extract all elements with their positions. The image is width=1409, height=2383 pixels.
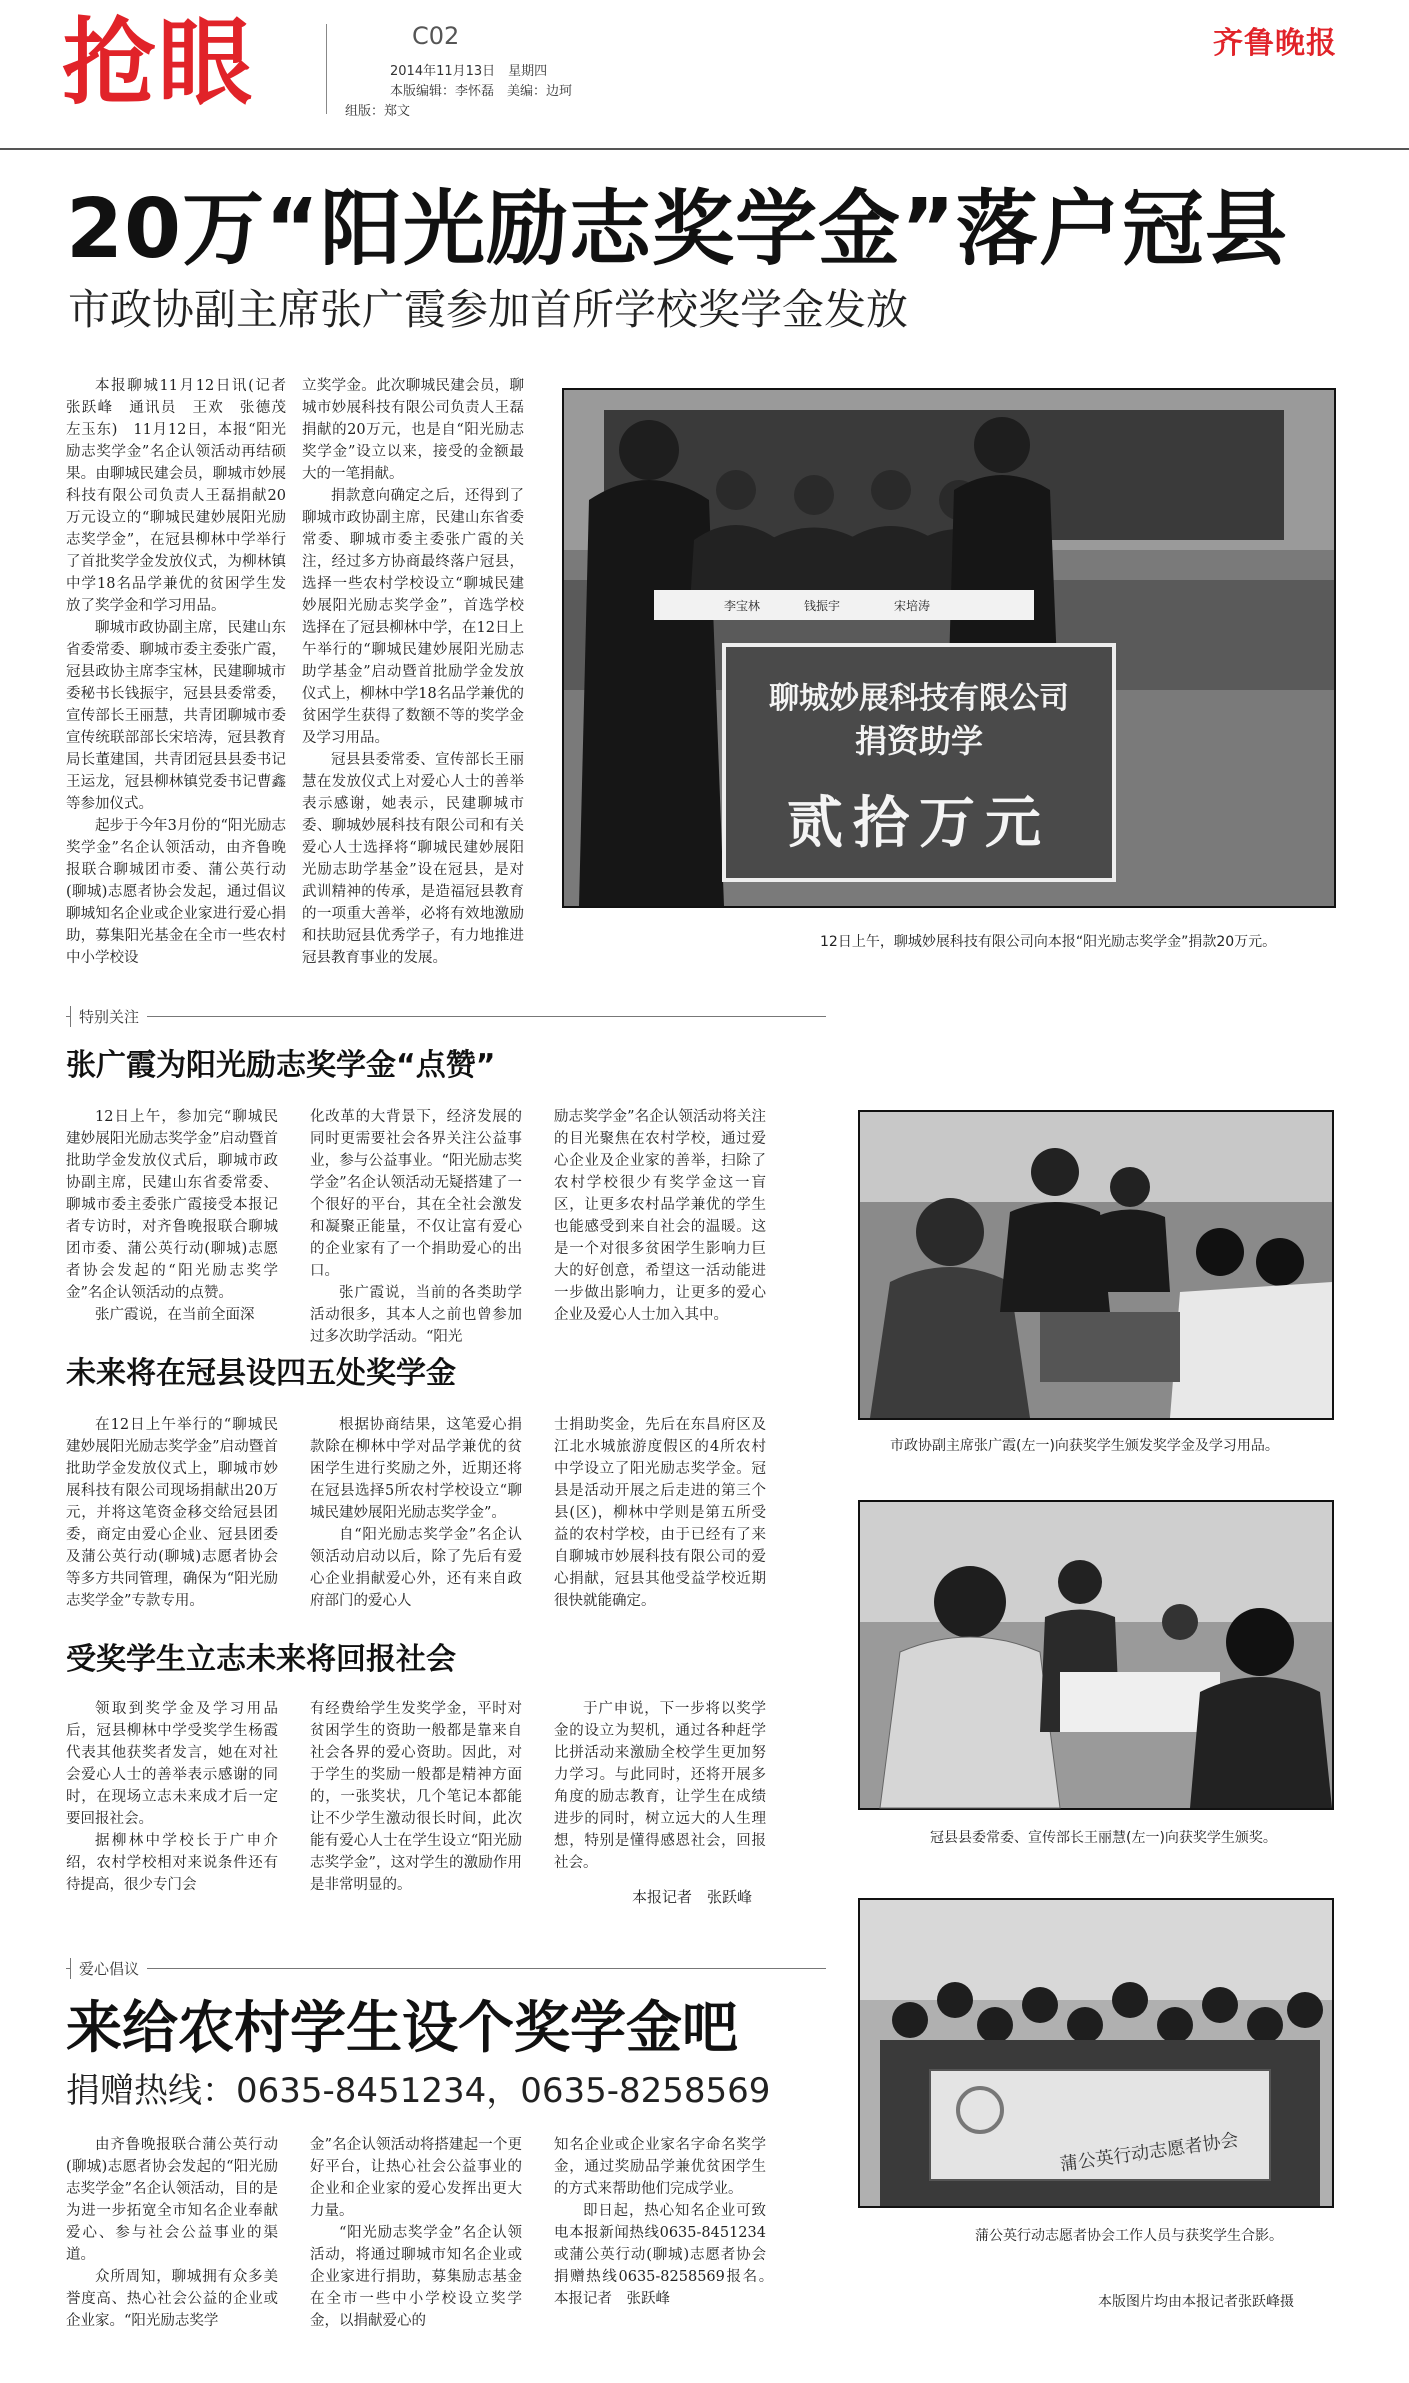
main-column-2 — [302, 375, 524, 985]
paragraph: “阳光励志奖学金”名企认领活动，将通过聊城市知名企业或企业家进行捐助，募集励志基金在全市一些中小学校设立奖学金，以捐献爱心的 — [310, 2225, 522, 2329]
banner-text: 蒲公英行动志愿者协会 — [1058, 2129, 1240, 2176]
layout-credit: 组版：郑文 — [345, 104, 411, 119]
appeal-column-2 — [310, 2134, 522, 2344]
paragraph: 励志奖学金”名企认领活动将关注的目光聚焦在农村学校，通过爱心企业及企业家的善举，扫除了农村学校很少有奖学金这一盲区，让更多农村品学兼优的学生也能感受到来自社会的温暖。这是一个对很多贫困学生影响力巨大的好创意，希望这一活动能进一步做出影响力，让更多的爱心企业及爱心人士加入其中。 — [554, 1109, 766, 1323]
paragraph: 由齐鲁晚报联合蒲公英行动(聊城)志愿者协会发起的“阳光励志奖学金”名企认领活动，目的是为进一步拓宽全市知名企业奉献爱心、参与社会公益事业的渠道。 — [66, 2137, 278, 2263]
donation-sign-line: 捐资助学 — [854, 722, 984, 760]
paragraph: 本报聊城11月12日讯(记者 张跃峰 通讯员 王欢 张德茂 左玉东) 11月12日，本报“阳光励志奖学金”名企认领活动再结硕果。由聊城民建会员，聊城市妙展科技有限公司负责人王磊捐献20万元设立的“聊城民建妙展阳光励志奖学金”，在冠县柳林中学举行了首批奖学金发放仪式，为柳林镇中学18名品学兼优的贫困学生发放了奖学金和学习用品。 — [66, 378, 301, 614]
paragraph: 化改革的大背景下，经济发展的同时更需要社会各界关注公益事业，参与公益事业。“阳光励志奖学金”名企认领活动无疑搭建了一个很好的平台，其在全社会激发和凝聚正能量，不仅让富有爱心的企业家有了一个捐助爱心的出口。 — [310, 1109, 522, 1279]
paragraph: 张广霞说，当前的各类助学活动很多，其本人之前也曾参加过多次助学活动。“阳光 — [310, 1285, 522, 1345]
focus-sec2-column-1 — [66, 1414, 278, 1634]
newspaper-logo: 齐鲁晚报 — [1213, 26, 1337, 61]
paragraph: 士捐助奖金，先后在东昌府区及江北水城旅游度假区的4所农村中学设立了阳光励志奖学金。冠县是活动开展之后走进的第三个县(区)，柳林中学则是第五所受益的农村学校，由于已经有了来自聊城市妙展科技有限公司的爱心捐献，冠县其他受益学校近期很快就能确定。 — [554, 1417, 766, 1609]
appeal-column-1 — [66, 2134, 278, 2344]
photo-award-ceremony-2 — [858, 1500, 1334, 1810]
focus-sec2-column-3 — [554, 1414, 766, 1634]
masthead-rule — [0, 148, 1409, 150]
focus-sec1-column-1 — [66, 1106, 278, 1336]
main-column-1 — [66, 375, 301, 985]
focus-heading-2: 未来将在冠县设四五处奖学金 — [66, 1356, 456, 1391]
paragraph: 自“阳光励志奖学金”名企认领活动启动以后，除了先后有爱心企业捐献爱心外，还有来自政府部门的爱心人 — [310, 1527, 522, 1609]
donation-hotline: 捐赠热线：0635-8451234，0635-8258569 — [66, 2071, 771, 2111]
paragraph: 金”名企认领活动将搭建起一个更好平台，让热心社会公益事业的企业和企业家的爱心发挥出更大力量。 — [310, 2137, 522, 2219]
paragraph: 有经费给学生发奖学金，平时对贫困学生的资助一般都是靠来自社会各界的爱心资助。因此，对于学生的奖励一般都是精神方面的，一张奖状，几个笔记本都能让不少学生激动很长时间，此次能有爱心人士在学生设立“阳光励志奖学金”，这对学生的激励作用是非常明显的。 — [310, 1701, 522, 1893]
focus-sec3-column-2 — [310, 1698, 522, 1908]
paragraph: 领取到奖学金及学习用品后，冠县柳林中学受奖学生杨霞代表其他获奖者发言，她在对社会爱心人士的善举表示感谢的同时，在现场立志未来成才后一定要回报社会。 — [66, 1701, 278, 1827]
section-rule — [66, 1016, 826, 1017]
focus-sec3-column-3 — [554, 1698, 766, 1888]
nameplate: 宋培涛 — [894, 599, 931, 613]
paragraph: 聊城市政协副主席，民建山东省委常委、聊城市委主委张广霞，冠县政协主席李宝林，民建聊城市委秘书长钱振宇，冠县县委常委，宣传部长王丽慧，共青团聊城市委宣传统联部部长宋培涛，冠县教育局长董建国，共青团冠县县委书记王运龙，冠县柳林镇党委书记曹鑫等参加仪式。 — [66, 620, 286, 812]
main-subheadline: 市政协副主席张广霞参加首所学校奖学金发放 — [68, 285, 909, 334]
paragraph: 于广申说，下一步将以奖学金的设立为契机，通过各种赶学比拼活动来激励全校学生更加努力学习。与此同时，还将开展多角度的励志教育，让学生在成绩进步的同时，树立远大的人生理想，特别是懂得感恩社会，回报社会。 — [554, 1701, 766, 1871]
photo-award-ceremony-1 — [858, 1110, 1334, 1420]
editors-credit: 本版编辑：李怀磊 美编：边珂 — [390, 84, 573, 99]
section-tag-appeal: 爱心倡议 — [70, 1958, 147, 1979]
paragraph: 根据协商结果，这笔爱心捐款除在柳林中学对品学兼优的贫困学生进行奖励之外，近期还将在冠县选择5所农村学校设立“聊城民建妙展阳光励志奖学金”。 — [310, 1417, 522, 1521]
nameplate: 李宝林 — [724, 599, 761, 613]
section-rule — [66, 1968, 826, 1969]
paragraph: 即日起，热心知名企业可致电本报新闻热线0635-8451234或蒲公英行动(聊城)志愿者协会捐赠热线0635-8258569报名。 本报记者 张跃峰 — [554, 2203, 795, 2307]
focus-heading-3: 受奖学生立志未来将回报社会 — [66, 1642, 456, 1677]
section-title: 抢眼 — [62, 9, 255, 118]
paragraph: 立奖学金。此次聊城民建会员，聊城市妙展科技有限公司负责人王磊捐献的20万元，也是自“阳光励志奖学金”设立以来，接受的金额最大的一笔捐献。 — [302, 378, 524, 482]
paragraph: 在12日上午举行的“聊城民建妙展阳光励志奖学金”启动暨首批助学金发放仪式上，聊城市妙展科技有限公司现场捐献出20万元，并将这笔资金移交给冠县团委，商定由爱心企业、冠县团委及蒲公英行动(聊城)志愿者协会等多方共同管理，确保为“阳光励志奖学金”专款专用。 — [66, 1417, 278, 1609]
focus-sec2-column-2 — [310, 1414, 522, 1634]
paragraph: 众所周知，聊城拥有众多美誉度高、热心社会公益的企业或企业家。“阳光励志奖学 — [66, 2269, 278, 2329]
paragraph: 12日上午，参加完“聊城民建妙展阳光励志奖学金”启动暨首批助学金发放仪式后，聊城市政协副主席，民建山东省委常委、聊城市委主委张广霞接受本报记者专访时，对齐鲁晚报联合聊城团市委、蒲公英行动(聊城)志愿者协会发起的“阳光励志奖学金”名企认领活动的点赞。 — [66, 1109, 278, 1301]
paragraph: 知名企业或企业家名字命名奖学金，通过奖励品学兼优贫困学生的方式来帮助他们完成学业。 — [554, 2137, 766, 2197]
main-photo — [562, 388, 1336, 908]
masthead-divider — [326, 24, 327, 114]
focus-sec3-column-1 — [66, 1698, 278, 1908]
paragraph: 据柳林中学校长于广申介绍，农村学校相对来说条件还有待提高，很少专门会 — [66, 1833, 278, 1893]
focus-heading-1: 张广霞为阳光励志奖学金“点赞” — [66, 1048, 496, 1083]
photo-credit: 本版图片均由本报记者张跃峰摄 — [1098, 2294, 1294, 2310]
main-photo-caption: 12日上午，聊城妙展科技有限公司向本报“阳光励志奖学金”捐款20万元。 — [820, 934, 1277, 950]
paragraph: 捐款意向确定之后，还得到了聊城市政协副主席，民建山东省委常委、聊城市委主委张广霞的关注，经过多方协商最终落户冠县，选择一些农村学校设立“聊城民建妙展阳光励志奖学金”，首选学校选择在了冠县柳林中学，在12日上午举行的“聊城民建妙展阳光励志助学基金”启动暨首批励学金发放仪式上，柳林中学18名品学兼优的贫困学生获得了数额不等的奖学金及学习用品。 — [302, 488, 524, 746]
paragraph: 起步于今年3月份的“阳光励志奖学金”名企认领活动，由齐鲁晚报联合聊城团市委、蒲公英行动(聊城)志愿者协会发起，通过倡议聊城知名企业或企业家进行爱心捐助，募集阳光基金在全市一些农村中小学校设 — [66, 818, 286, 966]
focus-byline: 本报记者 张跃峰 — [632, 1888, 753, 1906]
photo-caption-3: 蒲公英行动志愿者协会工作人员与获奖学生合影。 — [975, 2228, 1283, 2244]
issue-date: 2014年11月13日 星期四 — [390, 64, 548, 79]
appeal-headline: 来给农村学生设个奖学金吧 — [66, 1996, 738, 2061]
focus-sec1-column-3 — [554, 1106, 766, 1336]
focus-sec1-column-2 — [310, 1106, 522, 1345]
paragraph: 张广霞说，在当前全面深 — [95, 1307, 255, 1323]
paragraph: 冠县县委常委、宣传部长王丽慧在发放仪式上对爱心人士的善举表示感谢，她表示，民建聊城市委、聊城妙展科技有限公司和有关爱心人士选择将“聊城民建妙展阳光励志助学基金”设在冠县，是对武训精神的传承，是造福冠县教育的一项重大善举，必将有效地激励和扶助冠县优秀学子，有力地推进冠县教育事业的发展。 — [302, 752, 524, 966]
photo-group — [858, 1898, 1334, 2208]
donation-amount: 贰拾万元 — [787, 791, 1051, 856]
section-tag-focus: 特别关注 — [70, 1006, 147, 1027]
nameplate: 钱振宇 — [804, 599, 841, 613]
photo-caption-2: 冠县县委常委、宣传部长王丽慧(左一)向获奖学生颁奖。 — [930, 1830, 1277, 1846]
main-headline: 20万“阳光励志奖学金”落户冠县 — [66, 182, 1288, 277]
photo-caption-1: 市政协副主席张广霞(左一)向获奖学生颁发奖学金及学习用品。 — [890, 1438, 1279, 1454]
page-number: C02 — [412, 22, 460, 50]
appeal-column-3 — [554, 2134, 795, 2344]
donation-sign-line: 聊城妙展科技有限公司 — [769, 681, 1069, 716]
